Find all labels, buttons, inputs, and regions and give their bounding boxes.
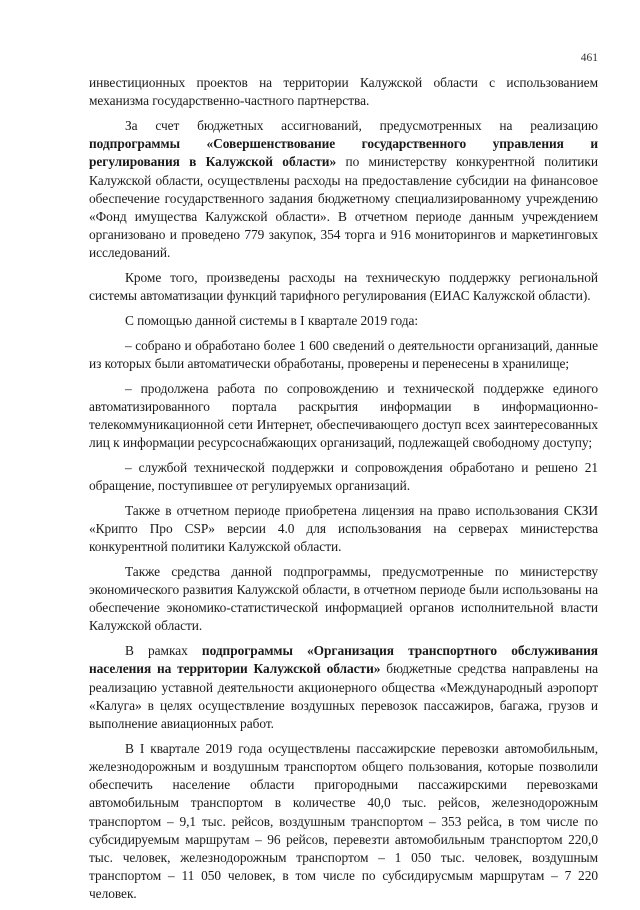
paragraph: [89, 459, 598, 495]
text-run: – службой технической поддержки и сопровождения обработано и решено 21 обращение, поступившее от регулируемых организаций.: [89, 459, 598, 494]
text-run: по министерству конкурентной политики Калужской области, осуществлены расходы на предоставление субсидии на финансовое обеспечение государственного задания бюджетному специализированному учреждению «Фонд имущества Калужской области». В отчетном периоде данным учреждением организовано и проведено 779 закупок, 354 торга и 916 мониторингов и маркетинговых исследований.: [89, 154, 598, 261]
text-run: С помощью данной системы в I квартале 2019 года:: [125, 312, 419, 328]
text-run: инвестиционных проектов на территории Калужской области с использованием механизма государственно-частного партнерства.: [89, 75, 598, 109]
document-body: [89, 74, 598, 910]
paragraph: [89, 74, 598, 110]
paragraph: [89, 380, 598, 453]
text-run: бюджетные средства направлены на реализацию уставной деятельности акционерного общества «Международный аэропорт «Калуга» в целях осуществление воздушных перевозок пассажиров, багажа, грузов и выполнение авиационных работ.: [89, 661, 598, 731]
paragraph: [89, 740, 598, 904]
text-run: Также средства данной подпрограммы, предусмотренные по министерству экономического развития Калужской области, в отчетном периоде были использованы на обеспечение экономико-статистической информацией органов исполнительной власти Калужской области.: [89, 563, 598, 634]
paragraph: [89, 563, 598, 636]
page-number: 461: [580, 52, 598, 64]
text-run: – собрано и обработано более 1 600 сведений о деятельности организаций, данные из которых были автоматически обработаны, проверены и перенесены в хранилище;: [89, 337, 598, 371]
paragraph: [89, 312, 598, 330]
text-run: – продолжена работа по сопровождению и технической поддержке единого автоматизированного портала раскрытия информации в информационно-телекоммуникационной сети Интернет, обеспечивающего доступ всех заинтересованных лиц к информации ресурсоснабжающих организаций, подлежащей свободному доступу;: [89, 380, 598, 451]
bold-text-run: подпрограммы «Совершенствование государственного управления и регулирования в Калужской области»: [89, 136, 598, 170]
paragraph: [89, 502, 598, 557]
bold-text-run: подпрограммы «Организация транспортного обслуживания населения на территории Калужской области»: [89, 643, 598, 677]
text-run: В рамках: [125, 643, 202, 659]
paragraph: [89, 642, 598, 733]
paragraph: [89, 337, 598, 373]
text-run: Кроме того, произведены расходы на техническую поддержку региональной системы автоматизации функций тарифного регулирования (ЕИАС Калужской области).: [89, 270, 598, 304]
paragraph: [89, 117, 598, 263]
text-run: В I квартале 2019 года осуществлены пассажирские перевозки автомобильным, железнодорожным и воздушным транспортом общего пользования, которые позволили обеспечить население области пригородными пассажирскими перевозками автомобильным транспортом в количестве 40,0 тыс. рейсов, железнодорожным транспортом – 9,1 тыс. рейсов, воздушным транспортом – 353 рейса, в том числе по субсидируемым маршрутам – 96 рейсов, перевезти автомобильным транспортом 220,0 тыс. человек, железнодорожным транспортом – 1 050 тыс. человек, воздушным транспортом – 11 050 человек, в том числе по субсидирусмым маршрутам – 7 220 человек.: [89, 740, 598, 902]
paragraph: [89, 269, 598, 305]
text-run: Также в отчетном периоде приобретена лицензия на право использования СКЗИ «Крипто Про CSP» версии 4.0 для использования на серверах министерства конкурентной политики Калужской области.: [89, 502, 598, 555]
text-run: За счет бюджетных ассигнований, предусмотренных на реализацию: [125, 117, 598, 133]
